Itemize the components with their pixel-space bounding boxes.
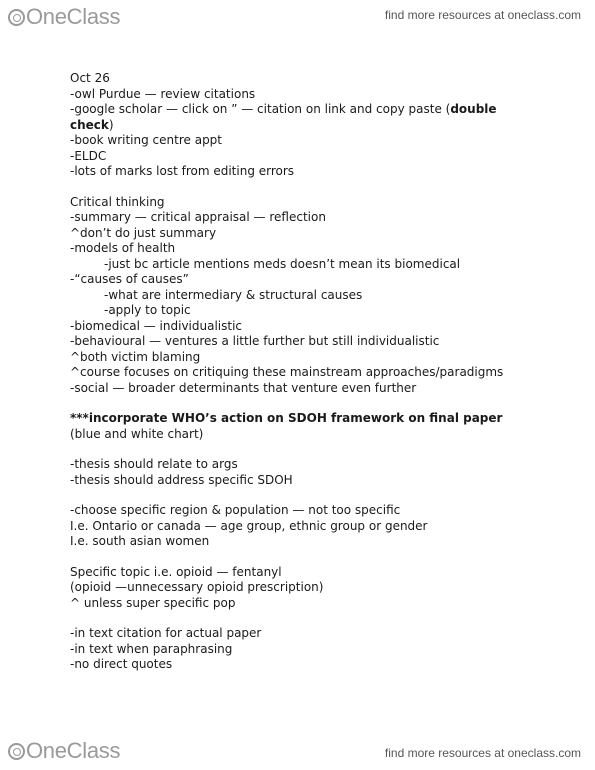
- note-heading: Critical thinking: [70, 194, 165, 209]
- note-line: I.e. south asian women: [70, 534, 210, 548]
- note-line: -choose specific region & population — not too specific: [70, 503, 401, 517]
- note-line: -social — broader determinants that venture even further: [70, 380, 417, 395]
- note-line: -book writing centre appt: [70, 133, 223, 147]
- logo-text: OneClass: [26, 738, 121, 763]
- note-bold-text: ***incorporate WHO’s action on SDOH framework on final paper: [70, 411, 503, 425]
- note-line: -models of health: [70, 241, 176, 255]
- note-line: ^course focuses on critiquing these mainstream approaches/paradigms: [70, 365, 504, 379]
- logo-circle-icon: [8, 743, 25, 760]
- note-line: -behavioural — ventures a little further but still individualistic: [70, 334, 440, 348]
- note-line: -in text when paraphrasing: [70, 641, 233, 656]
- note-line: -lots of marks lost from editing errors: [70, 164, 295, 178]
- logo-circle-icon: [8, 9, 25, 26]
- note-line: I.e. Ontario or canada — age group, ethnic group or gender: [70, 518, 428, 533]
- note-line: -ELDC: [70, 148, 107, 163]
- note-line: -owl Purdue — review citations: [70, 86, 256, 101]
- oneclass-logo-footer: [8, 738, 120, 764]
- promo-link[interactable]: find more resources at oneclass.com: [384, 8, 581, 22]
- note-line: -“causes of causes”: [70, 272, 189, 286]
- note-line: (blue and white chart): [70, 426, 204, 441]
- note-line: [70, 118, 570, 134]
- lecture-notes: [70, 71, 570, 673]
- note-bold-text: check: [70, 117, 109, 132]
- note-line: -apply to topic: [104, 303, 191, 317]
- note-line: -what are intermediary & structural causes: [104, 287, 363, 302]
- note-line: -summary — critical appraisal — reflection: [70, 210, 326, 224]
- note-date: Oct 26: [70, 71, 110, 85]
- note-line: -thesis should address specific SDOH: [70, 472, 293, 487]
- note-line: -in text citation for actual paper: [70, 626, 262, 640]
- note-line: Specific topic i.e. opioid — fentanyl: [70, 564, 282, 579]
- note-line: [70, 102, 570, 118]
- note-line: ^ unless super specific pop: [70, 595, 236, 610]
- note-text: ): [108, 117, 114, 132]
- note-text: -google scholar — click on ” — citation on link and copy paste (: [70, 102, 451, 116]
- oneclass-logo: [8, 4, 120, 30]
- note-line: ^both victim blaming: [70, 349, 201, 364]
- note-line: -just bc article mentions meds doesn’t mean its biomedical: [104, 256, 461, 271]
- note-line: [70, 411, 570, 427]
- note-line: -no direct quotes: [70, 657, 173, 671]
- note-line: ^don’t do just summary: [70, 225, 217, 240]
- promo-link-footer[interactable]: find more resources at oneclass.com: [384, 746, 581, 760]
- note-line: -thesis should relate to args: [70, 457, 238, 471]
- note-line: -biomedical — individualistic: [70, 318, 243, 333]
- note-bold-text: double: [450, 102, 497, 116]
- note-line: (opioid —unnecessary opioid prescription): [70, 580, 324, 594]
- logo-text: OneClass: [26, 4, 121, 29]
